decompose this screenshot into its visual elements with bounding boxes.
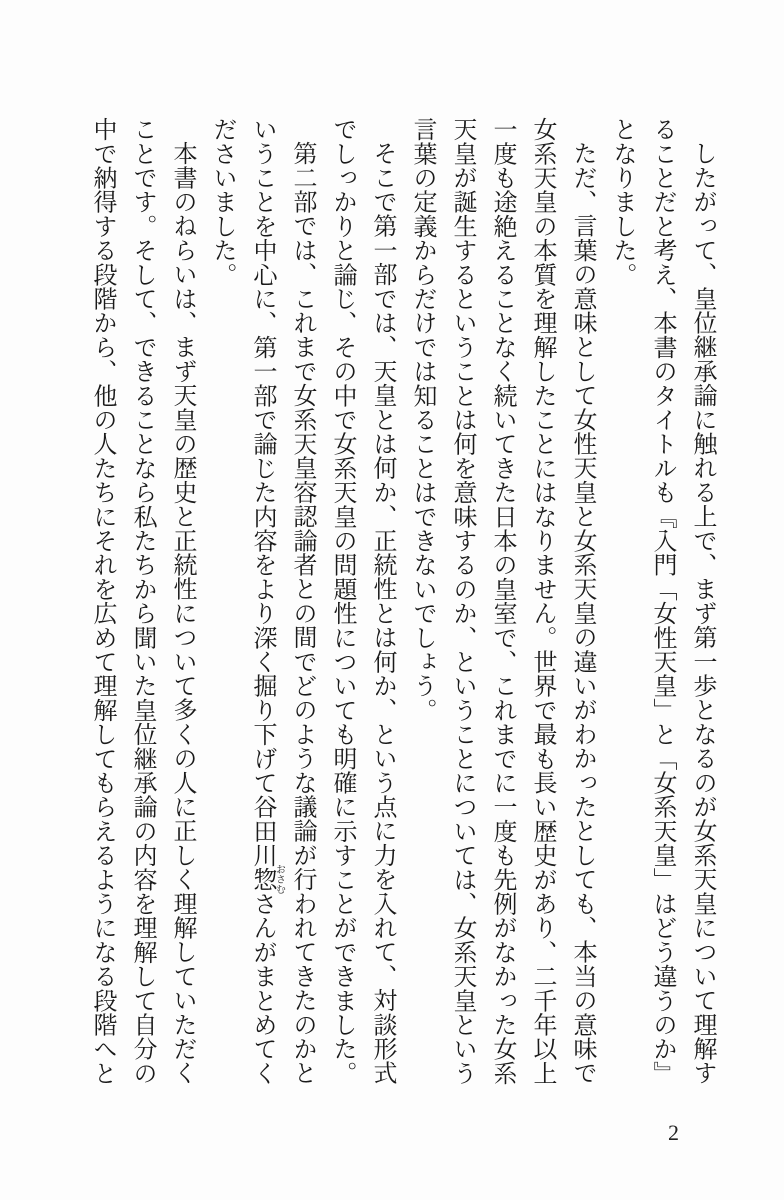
paragraph-4-text-after-ruby: さんがまとめてくださいました。 bbox=[209, 117, 275, 1086]
paragraph-1: したがって、皇位継承論に触れる上で、まず第一歩となるのが女系天皇について理解することだと考え、本書のタイトルも『入門「女性天皇」と「女系天皇」はどう違うのか』となりました。 bbox=[609, 117, 715, 1085]
ruby-furigana: おさむ bbox=[273, 864, 285, 895]
ruby-base-kanji: 惣 bbox=[249, 864, 275, 895]
paragraph-5: 本書のねらいは、まず天皇の歴史と正統性について多くの人に正しく理解していただくことです。そして、できることなら私たちから聞いた皇位継承論の内容を理解して自分の中で納得する段階から、他の人たちにそれを広めて理解してもらえるようになる段階へと bbox=[89, 117, 195, 1085]
body-text bbox=[80, 117, 722, 1087]
paragraph-4-text-before-ruby: 第二部では、これまで女系天皇容認論者との間でどのような議論が行われてきたのかということを中心に、第一部で論じた内容をより深く掘り下げて谷田川 bbox=[249, 117, 315, 1085]
paragraph-4 bbox=[202, 117, 322, 1087]
paragraph-2: ただ、言葉の意味として女性天皇と女系天皇の違いがわかったとしても、本当の意味で女系天皇の本質を理解したことにはなりません。世界で最も長い歴史があり、二千年以上一度も途絶えることなく続いてきた日本の皇室で、これまでに一度も先例がなかった女系天皇が誕生するということは何を意味するのか、ということについては、女系天皇という言葉の定義からだけでは知ることはできないでしょう。 bbox=[409, 117, 595, 1085]
ruby-tanigawa-osamu bbox=[249, 864, 285, 895]
page-number: 2 bbox=[668, 1120, 679, 1145]
paragraph-3: そこで第一部では、天皇とは何か、正統性とは何か、という点に力を入れて、対談形式でしっかりと論じ、その中で女系天皇の問題性についても明確に示すことができました。 bbox=[329, 117, 395, 1085]
